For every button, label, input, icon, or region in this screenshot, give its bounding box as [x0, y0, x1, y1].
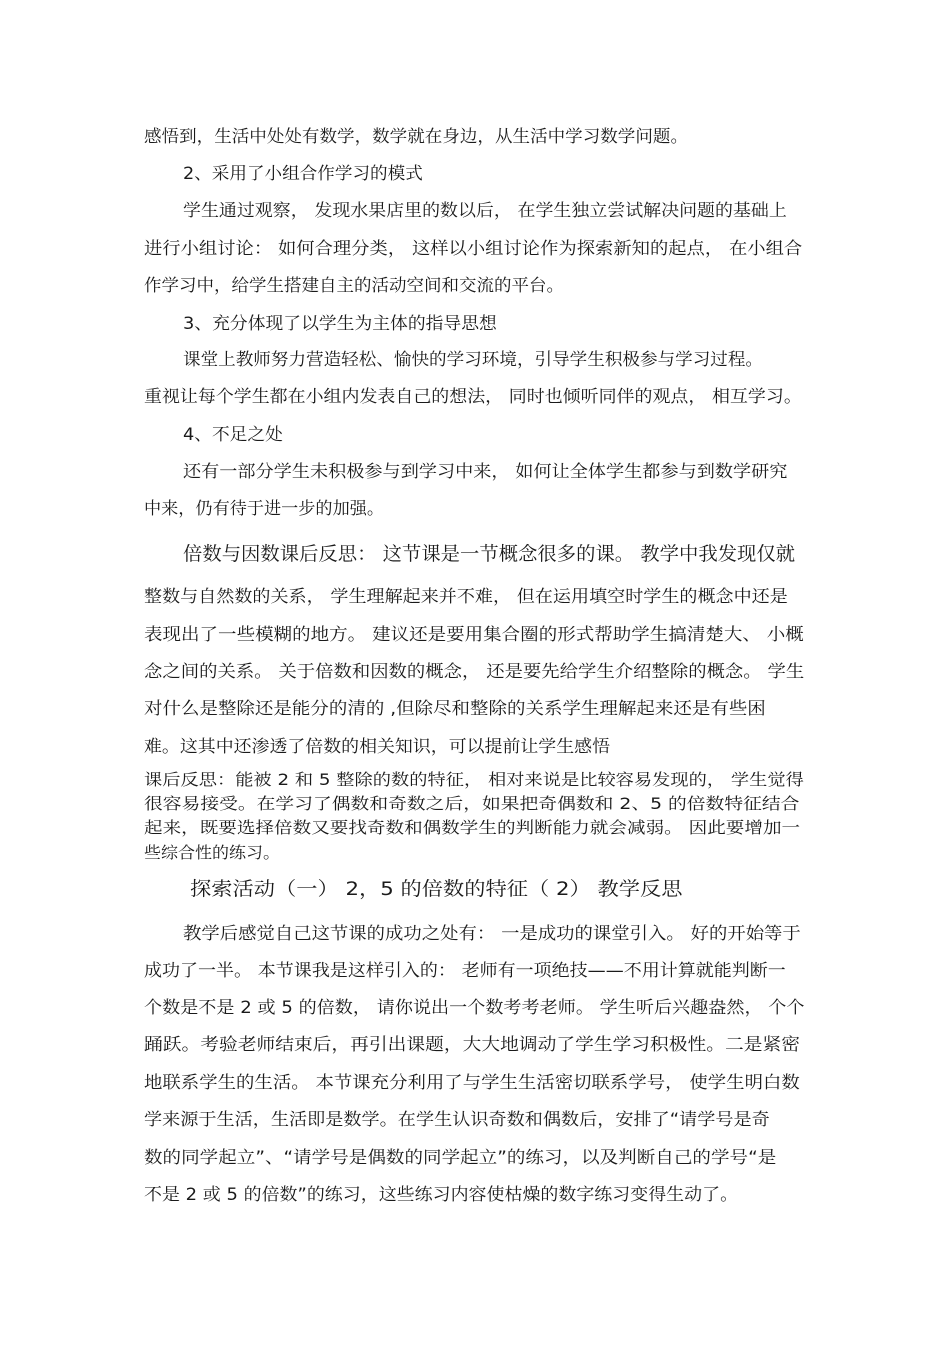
section-heading: 倍数与因数课后反思： 这节课是一节概念很多的课。 教学中我发现仅就: [183, 543, 796, 565]
paragraph-line: 进行小组讨论： 如何合理分类， 这样以小组讨论作为探索新知的起点， 在小组合: [144, 239, 803, 259]
paragraph-line: 数的同学起立”、“请学号是偶数的同学起立”的练习，以及判断自己的学号“是: [144, 1148, 777, 1168]
paragraph-line: 学来源于生活，生活即是数学。在学生认识奇数和偶数后，安排了“请学号是奇: [144, 1110, 770, 1130]
paragraph-line: 感悟到，生活中处处有数学，数学就在身边，从生活中学习数学问题。: [144, 127, 688, 147]
paragraph-line: 念之间的关系。 关于倍数和因数的概念， 还是要先给学生介绍整除的概念。 学生: [144, 662, 805, 682]
paragraph-line: 地联系学生的生活。 本节课充分利用了与学生生活密切联系学号， 使学生明白数: [144, 1073, 800, 1093]
paragraph-line: 很容易接受。在学习了偶数和奇数之后，如果把奇偶数和 2、5 的倍数特征结合: [144, 794, 800, 813]
paragraph-line: 成功了一半。 本节课我是这样引入的： 老师有一项绝技——不用计算就能判断一: [144, 961, 786, 981]
paragraph-line: 重视让每个学生都在小组内发表自己的想法， 同时也倾听同伴的观点， 相互学习。: [144, 387, 802, 407]
paragraph-line: 课堂上教师努力营造轻松、愉快的学习环境，引导学生积极参与学习过程。: [183, 350, 763, 370]
section-heading: 2、采用了小组合作学习的模式: [183, 164, 423, 184]
paragraph-line: 整数与自然数的关系， 学生理解起来并不难， 但在运用填空时学生的概念中还是: [144, 587, 788, 607]
section-heading: 3、充分体现了以学生为主体的指导思想: [183, 314, 497, 334]
paragraph-line: 难。这其中还渗透了倍数的相关知识，可以提前让学生感悟: [144, 737, 610, 757]
paragraph-line: 对什么是整除还是能分的清的 ,但除尽和整除的关系学生理解起来还是有些困: [144, 699, 766, 719]
paragraph-line: 作学习中，给学生搭建自主的活动空间和交流的平台。: [144, 276, 564, 296]
section-heading: 4、不足之处: [183, 425, 283, 445]
paragraph-line: 教学后感觉自己这节课的成功之处有： 一是成功的课堂引入。 好的开始等于: [183, 924, 801, 944]
paragraph-line: 学生通过观察， 发现水果店里的数以后， 在学生独立尝试解决问题的基础上: [183, 201, 787, 221]
paragraph-line: 个数是不是 2 或 5 的倍数， 请你说出一个数考考老师。 学生听后兴趣盎然， 个个: [144, 998, 805, 1018]
paragraph-line: 中来，仍有待于进一步的加强。: [144, 499, 384, 519]
paragraph-line: 不是 2 或 5 的倍数”的练习，这些练习内容使枯燥的数字练习变得生动了。: [144, 1185, 739, 1205]
paragraph-line: 起来，既要选择倍数又要找奇数和偶数学生的判断能力就会减弱。 因此要增加一: [144, 818, 801, 837]
paragraph-line: 踊跃。考验老师结束后，再引出课题，大大地调动了学生学习积极性。二是紧密: [144, 1035, 801, 1055]
paragraph-line: 些综合性的练习。: [144, 843, 281, 862]
paragraph-line: 表现出了一些模糊的地方。 建议还是要用集合圈的形式帮助学生搞清楚大、 小概: [144, 625, 804, 645]
section-heading: 探索活动（一） 2，5 的倍数的特征（ 2） 教学反思: [190, 878, 683, 900]
paragraph-line: 课后反思：能被 2 和 5 整除的数的特征， 相对来说是比较容易发现的， 学生觉得: [144, 770, 804, 789]
paragraph-line: 还有一部分学生未积极参与到学习中来， 如何让全体学生都参与到数学研究: [183, 462, 788, 482]
